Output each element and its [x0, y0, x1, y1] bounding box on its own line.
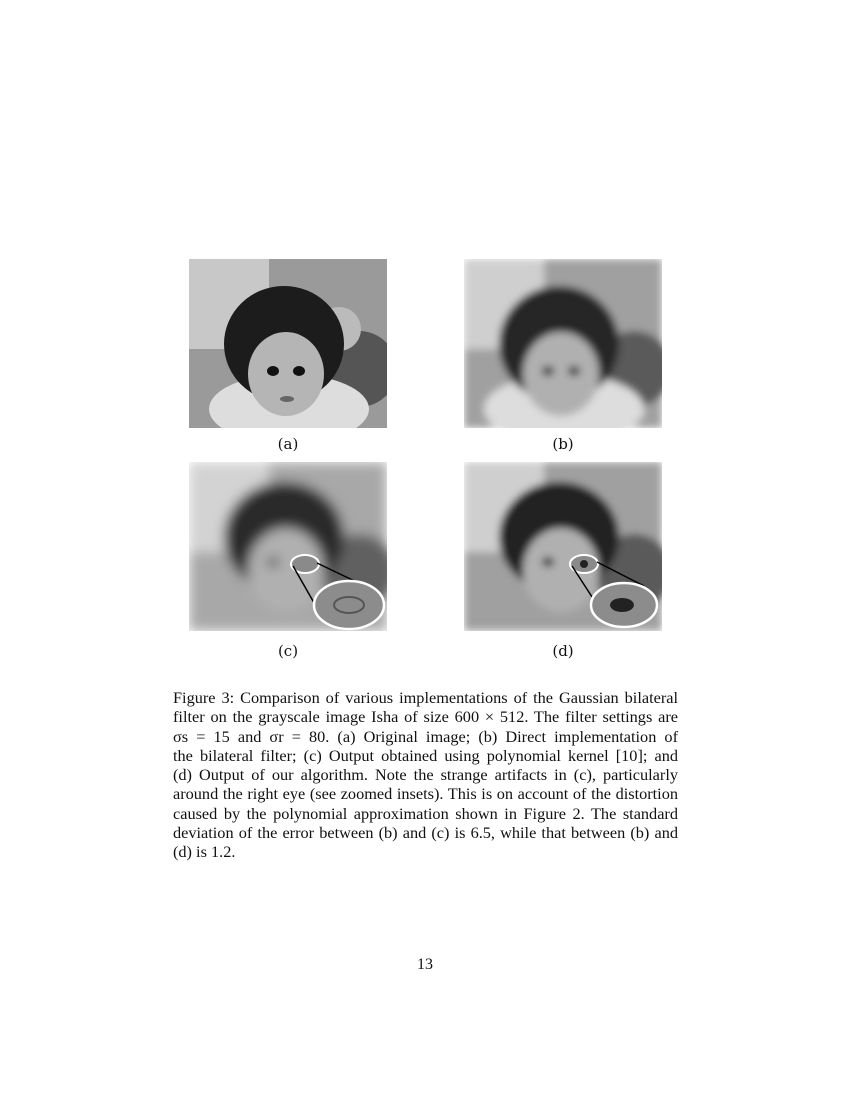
figure-panel-d [464, 462, 662, 631]
caption-line: deviation of the error between (b) and (c) is 6.5, while that between (b) and [173, 823, 678, 843]
caption-line: Figure 3: Comparison of various implementations of the Gaussian bilateral [173, 688, 678, 707]
figure-panel-c [189, 462, 387, 631]
caption-line: (d) is 1.2. [173, 842, 236, 862]
caption-line: around the right eye (see zoomed insets). This is on account of the distortion [173, 784, 678, 804]
panel-label-d: (d) [552, 642, 574, 660]
caption-line: filter on the grayscale image Isha of size 600 × 512. The filter settings are [173, 707, 678, 727]
figure-panel-b [464, 259, 662, 428]
figure-caption [173, 688, 678, 862]
child-photo-filtered [464, 259, 662, 428]
figure-panel-a [189, 259, 387, 428]
panel-label-c: (c) [277, 642, 299, 660]
caption-line: (d) Output of our algorithm. Note the strange artifacts in (c), particularly [173, 765, 678, 785]
panel-label-b: (b) [552, 435, 574, 453]
panel-label-a: (a) [277, 435, 299, 453]
child-photo-original [189, 259, 387, 428]
caption-line: σs = 15 and σr = 80. (a) Original image; (b) Direct implementation of [173, 726, 678, 746]
child-photo-polynomial [189, 462, 387, 631]
caption-line: caused by the polynomial approximation shown in Figure 2. The standard [173, 803, 678, 823]
caption-line: the bilateral filter; (c) Output obtained using polynomial kernel [10]; and [173, 745, 678, 765]
page-number: 13 [417, 956, 433, 973]
child-photo-ours [464, 462, 662, 631]
